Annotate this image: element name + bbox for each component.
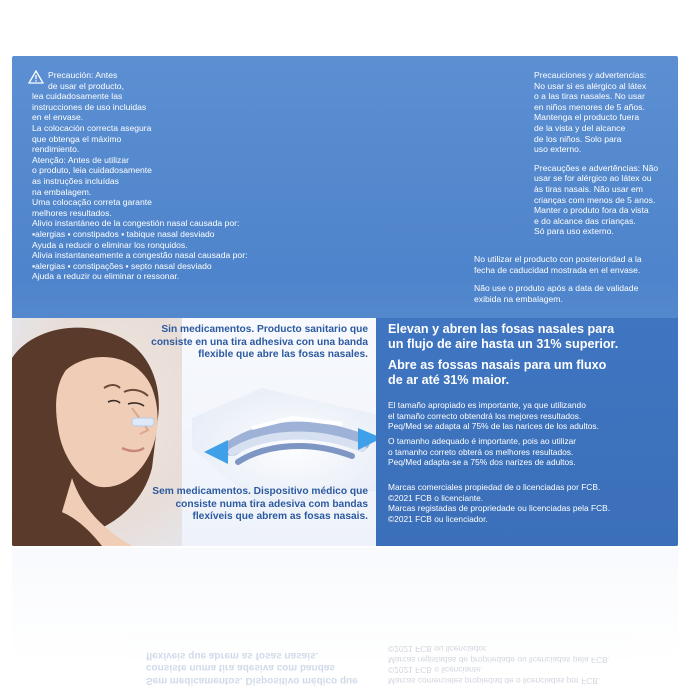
size-note-es: El tamaño apropiado es importante, ya que utilizando el tamaño correcto obtendrá los mejores resultados. Peq/Med se adapta al 75% de las narices de los adultos.: [388, 400, 599, 431]
warnings-left-column: Precaución: Antes de usar el producto, lea cuidadosamente las instrucciones de uso incluidas en el envase. La colocación correcta asegura que obtenga el máximo rendimiento. Atenção: Antes de utilizar o produto, leia cuidadosamente as instruções incluídas na embalagem. Uma colocação correta garante melhores resultados. Alivio instantáneo de la congestión nasal causada por: ▪alergias ▪ constipados ▪ tabique nasal desviado Ayuda a reducir o eliminar los ronquidos. Alivia instantaneamente a congestão nasal causada por: ▪alergias ▪ constipações ▪ septo nasal desviado Ajuda a reduzir ou eliminar o ressonar.: [32, 70, 248, 282]
expiry-notice: No utilizar el producto con posterioridad a la fecha de caducidad mostrada en el envase. Não use o produto após a data de validade exibida na embalagem.: [474, 254, 642, 304]
warning-pt: Atenção: Antes de utilizar: [32, 154, 129, 165]
claim-pt: Abre as fossas nasais para um fluxo de ar até 31% maior.: [388, 358, 607, 387]
trademark-notice: Marcas comerciales propiedad de o licenciadas por FCB. ©2021 FCB o licenciante. Marcas registadas de propriedade ou licenciadas pela FCB. ©2021 FCB ou licenciador.: [388, 482, 611, 524]
lower-product-panel: [12, 318, 678, 546]
size-note-pt: O tamanho adequado é importante, pois ao utilizar o tamanho correto obterá os melhores resultados. Peq/Med adapta-se a 75% dos narizes de adultos.: [388, 436, 577, 467]
precautions-right-column: Precauciones y advertencias: No usar si es alérgico al látex o a las tiras nasales. No usar en niños menores de 5 años. Mantenga el producto fuera de la vista y del alcance de los niños. Solo para uso externo. Precauções e advertências: Não usar se for alérgico ao látex ou às tiras nasais. Não usar em crianças com menos de 5 anos. Manter o produto fora da vista e do alcance das crianças. Só para uso externo.: [534, 70, 659, 237]
reflection-trademarks: Marcas comerciales propiedad de o licenciadas por FCB. ©2021 FCB o licenciante. Marcas registadas de propriedade ou licenciadas pela FCB. ©2021 FCB ou licenciador.: [388, 644, 611, 686]
warning-es-heading: Precaución: Antes: [48, 70, 118, 80]
description-es: Sin medicamentos. Producto sanitario que consiste en una tira adhesiva con una banda flexible que abre las fosas nasales.: [151, 324, 368, 361]
relief-pt: Alivia instantaneamente a congestão nasal causada por:: [32, 250, 248, 261]
claim-es: Elevan y abren las fosas nasales para un flujo de aire hasta un 31% superior.: [388, 322, 619, 351]
relief-es: Alivio instantáneo de la congestión nasal causada por:: [32, 218, 240, 229]
product-box-back: [12, 56, 678, 546]
reflection-mirrored-content: [12, 548, 678, 690]
description-pt: Sem medicamentos. Dispositivo médico que consiste numa tira adesiva com bandas flexíveis que abrem as fosas nasais.: [152, 486, 368, 523]
precautions-es: Precauciones y advertencias:: [534, 70, 647, 80]
top-info-panel: [12, 56, 678, 318]
precautions-pt: Precauções e advertências: Não: [534, 162, 659, 173]
box-reflection: [12, 548, 678, 690]
reflection-description-pt: Sem medicamentos. Dispositivo médico que consiste numa tira adesiva com bandas flexíveis que abrem as fosas nasais.: [146, 649, 358, 686]
